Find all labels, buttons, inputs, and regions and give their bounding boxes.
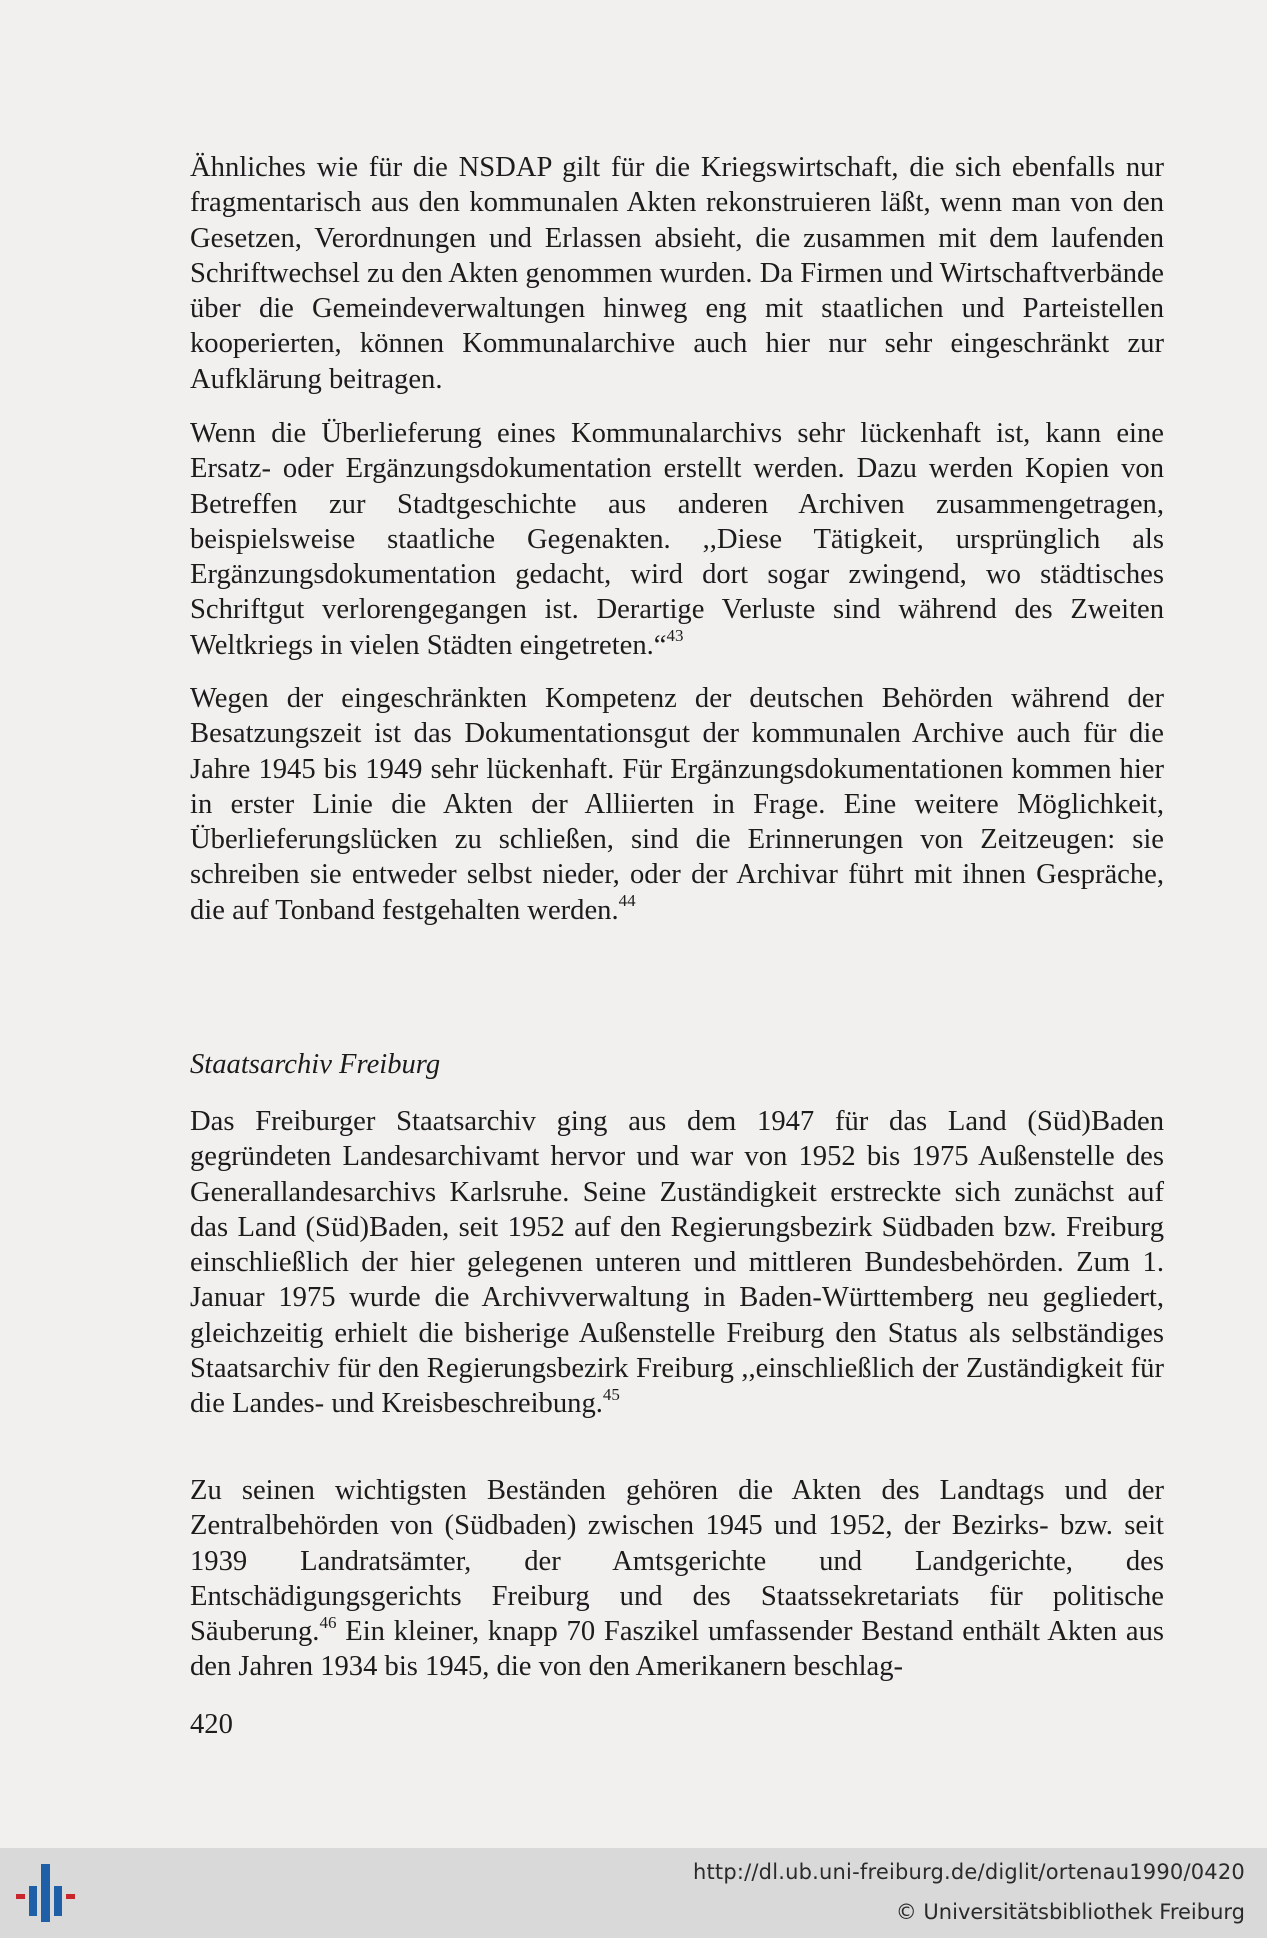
footnote-ref-46: 46 (319, 1612, 337, 1632)
paragraph-body (190, 1104, 1164, 1422)
footnote-ref-43: 43 (666, 626, 684, 646)
paragraph-kriegswirtschaft (190, 150, 1164, 397)
paragraph-text: Ähnliches wie für die NSDAP gilt für die Kriegswirtschaft, die sich ebenfalls nur fragmentarisch aus den kommunalen Akten rekonstruieren läßt, wenn man von den Gesetzen, Verordnungen und Erlassen absieht, die zusammen mit dem laufenden Schriftwechsel zu den Akten genommen wurden. Da Firmen und Wirtschaftverbände über die Gemeindeverwaltungen hinweg eng mit staatlichen und Parteistellen kooperierten, können Kommunalarchive auch hier nur sehr eingeschränkt zur Aufklärung beitragen. (190, 152, 1164, 395)
paragraph-ergaenzungsdokumentation (190, 416, 1164, 663)
paragraph-text: Wegen der eingeschränkten Kompetenz der deutschen Behörden während der Besatzungszeit ist das Dokumentationsgut der kommunalen Archive auch für die Jahre 1945 bis 1949 sehr lückenhaft. Für Ergänzungsdokumentationen kommen hier in erster Linie die Akten der Alliierten in Frage. Eine weitere Möglichkeit, Überlieferungslücken zu schließen, sind die Erinnerungen von Zeitzeugen: sie schreiben sie entweder selbst nieder, oder der Archivar führt mit ihnen Gespräche, die auf Tonband festgehalten werden. (190, 683, 1164, 926)
paragraph-besatzungszeit (190, 681, 1164, 928)
paragraph-text-continued: Ein kleiner, knapp 70 Faszikel umfassender Bestand enthält Akten aus den Jahren 1934 bis 1945, die von den Amerikanern beschlag- (190, 1616, 1164, 1683)
paragraph-text: Das Freiburger Staatsarchiv ging aus dem 1947 für das Land (Süd)Baden gegründeten Landesarchivamt hervor und war von 1952 bis 1975 Außenstelle des Generallandesarchivs Karlsruhe. Seine Zuständigkeit erstreckte sich zunächst auf das Land (Süd)Baden, seit 1952 auf den Regierungsbezirk Südbaden bzw. Freiburg einschließlich der hier gelegenen unteren und mittleren Bundesbehörden. Zum 1. Januar 1975 wurde die Archivverwaltung in Baden-Württemberg neu gegliedert, gleichzeitig erhielt die bisherige Außenstelle Freiburg den Status als selbständiges Staatsarchiv für den Regierungsbezirk Freiburg ,,einschließlich der Zuständigkeit für die Landes- und Kreisbeschreibung. (190, 1106, 1164, 1420)
footnote-ref-44: 44 (618, 891, 636, 911)
footer-copyright: © Universitätsbibliothek Freiburg (895, 1900, 1245, 1924)
paragraph-body (190, 1473, 1164, 1685)
footer-url-link[interactable]: http://dl.ub.uni-freiburg.de/diglit/ortenau1990/0420 (692, 1860, 1245, 1884)
paragraph-bestaende (190, 1473, 1164, 1685)
footer-bar (0, 1848, 1267, 1938)
ub-freiburg-logo-icon (12, 1856, 82, 1930)
footnote-ref-45: 45 (602, 1384, 620, 1404)
paragraph-body (190, 416, 1164, 663)
page-number: 420 (190, 1709, 233, 1740)
paragraph-text: Wenn die Überlieferung eines Kommunalarchivs sehr lückenhaft ist, kann eine Ersatz- oder Ergänzungsdokumentation erstellt werden. Dazu werden Kopien von Betreffen zur Stadtgeschichte aus anderen Archiven zusammengetragen, beispielsweise staatliche Gegenakten. ,,Diese Tätigkeit, ursprünglich als Ergänzungsdokumentation gedacht, wird dort sogar zwingend, wo städtisches Schriftgut verlorengegangen ist. Derartige Verluste sind während des Zweiten Weltkriegs in vielen Städten eingetreten.“ (190, 418, 1164, 661)
paragraph-staatsarchiv-history (190, 1104, 1164, 1422)
paragraph-text: Zu seinen wichtigsten Beständen gehören die Akten des Landtags und der Zentralbehörden von (Südbaden) zwischen 1945 und 1952, der Bezirks- bzw. seit 1939 Landratsämter, der Amtsgerichte und Landgerichte, des Entschädigungsgerichts Freiburg und des Staatssekretariats für politische Säuberung. (190, 1475, 1164, 1648)
paragraph-body (190, 681, 1164, 928)
section-heading: Staatsarchiv Freiburg (190, 1049, 441, 1080)
